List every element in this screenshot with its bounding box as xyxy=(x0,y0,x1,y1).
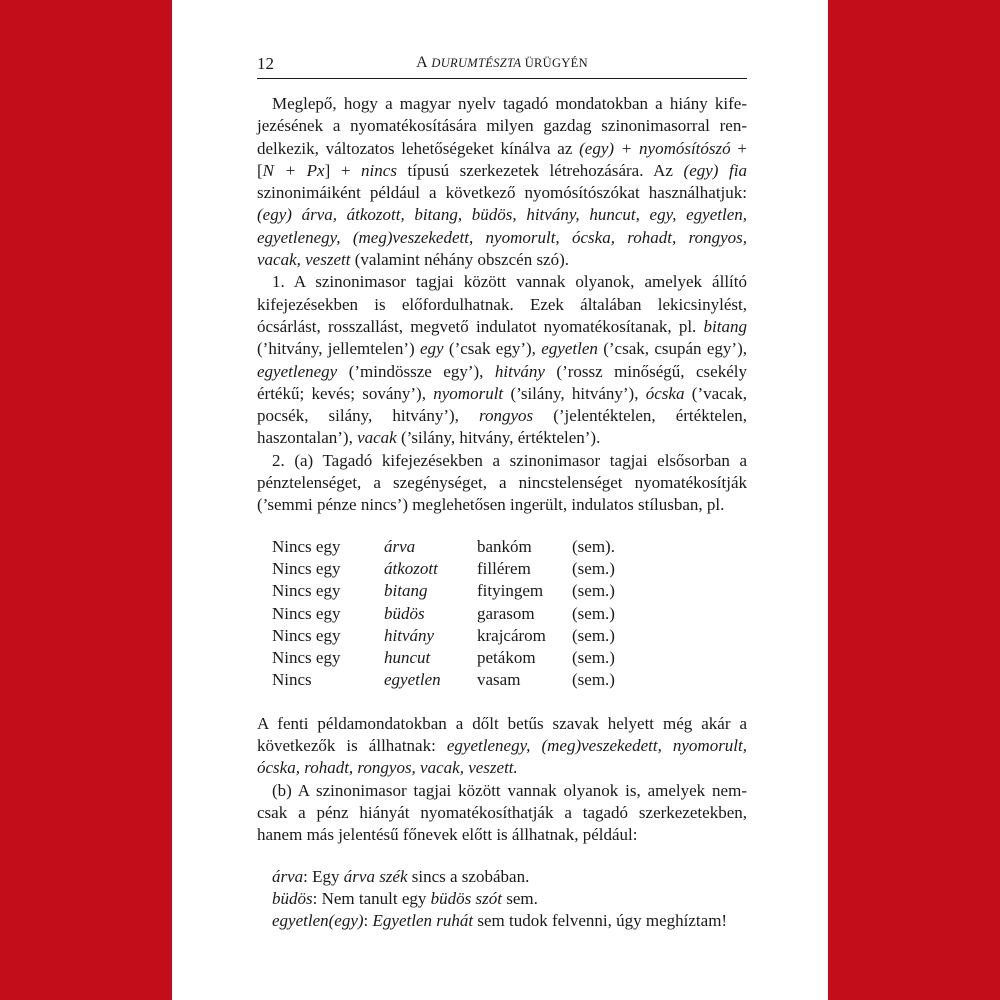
list-item: egyetlen(egy): Egyetlen ruhát sem tudok felvenni, úgy meghíztam! xyxy=(272,911,728,931)
table-row: Nincs egy huncut petákom (sem.) xyxy=(272,648,615,668)
running-title: A DURUMTÉSZTA ÜRÜGYÉN xyxy=(416,54,588,71)
table-row: Nincs egy átkozott fillérem (sem.) xyxy=(272,558,615,578)
paragraph-alternatives: A fenti példamondatokban a dőlt betűs szavak helyett még akár a következők is állhatnak: egyetlenegy, (meg)veszekedett, nyomorult, ócska, rohadt, rongyos, vacak, veszett. xyxy=(257,713,748,778)
table-row: Nincs egy büdös garasom (sem.) xyxy=(272,603,615,623)
book-page xyxy=(172,0,828,1000)
table-row: Nincs egy árva bankóm (sem). xyxy=(272,536,615,556)
page-number: 12 xyxy=(257,54,274,73)
paragraph-point-2b: (b) A szinonimasor tagjai között vannak olyanok is, amelyek nemcsak a pénz hiányát nyomatékosíthatják a tagadó szerkezetekben, hanem más jelentésű főnevek előtt is állhatnak, például: xyxy=(257,780,747,845)
list-item: büdös: Nem tanult egy büdös szót sem. xyxy=(272,888,538,908)
paragraph-point-2a: 2. (a) Tagadó kifejezésekben a szinonimasor tagjai elsősorban a pénztelenséget, a szegénységet, a nincstelenséget nyomatékosítják (’semmi pénze nincs’) meglehetősen ingerült, indulatos stílusban, pl. xyxy=(257,450,747,515)
table-row: Nincs egy hitvány krajcárom (sem.) xyxy=(272,625,615,645)
example-table xyxy=(272,536,615,692)
body-text xyxy=(257,93,747,932)
table-row: Nincs egy bitang fityingem (sem.) xyxy=(272,581,615,601)
example-sentences xyxy=(257,866,747,933)
table-row: Nincs egyetlen vasam (sem.) xyxy=(272,670,615,690)
list-item: árva: Egy árva szék sincs a szobában. xyxy=(272,866,530,886)
running-header xyxy=(257,52,747,79)
paragraph-intro: Meglepő, hogy a magyar nyelv tagadó mondatokban a hiány kifejezésének a nyomatékosítására milyen gazdag szinonimasorral rendelkezik, változatos lehetőségeket kínálva az (egy) + nyomósítószó + [N + Px] + nincs típusú szerkezetek létrehozására. Az (egy) fia szinonimáiként például a következő nyomósítószókat használhatjuk: (egy) árva, átkozott, bitang, büdös, hitvány, huncut, egy, egyetlen, egyetlenegy, (meg)veszekedett, nyomorult, ócska, rohadt, rongyos, vacak, veszett (valamint néhány obszcén szó). xyxy=(257,94,747,270)
paragraph-point-1: 1. A szinonimasor tagjai között vannak olyanok, amelyek állító kifejezésekben is előfordulhatnak. Ezek általában lekicsinylést, ócsárlást, rosszallást, megvető indulatot nyomatékosítanak, pl. bitang (’hitvány, jellemtelen’) egy (’csak egy’), egyetlen (’csak, csupán egy’), egyetlenegy (’mindössze egy’), hitvány (’rossz minőségű, csekély értékű; kevés; sovány’), nyomorult (’silány, hitvány’), ócska (’vacak, pocsék, silány, hitvány’), rongyos (’jelentéktelen, értéktelen, haszontalan’), vacak (’silány, hitvány, értéktelen’). xyxy=(257,272,747,448)
